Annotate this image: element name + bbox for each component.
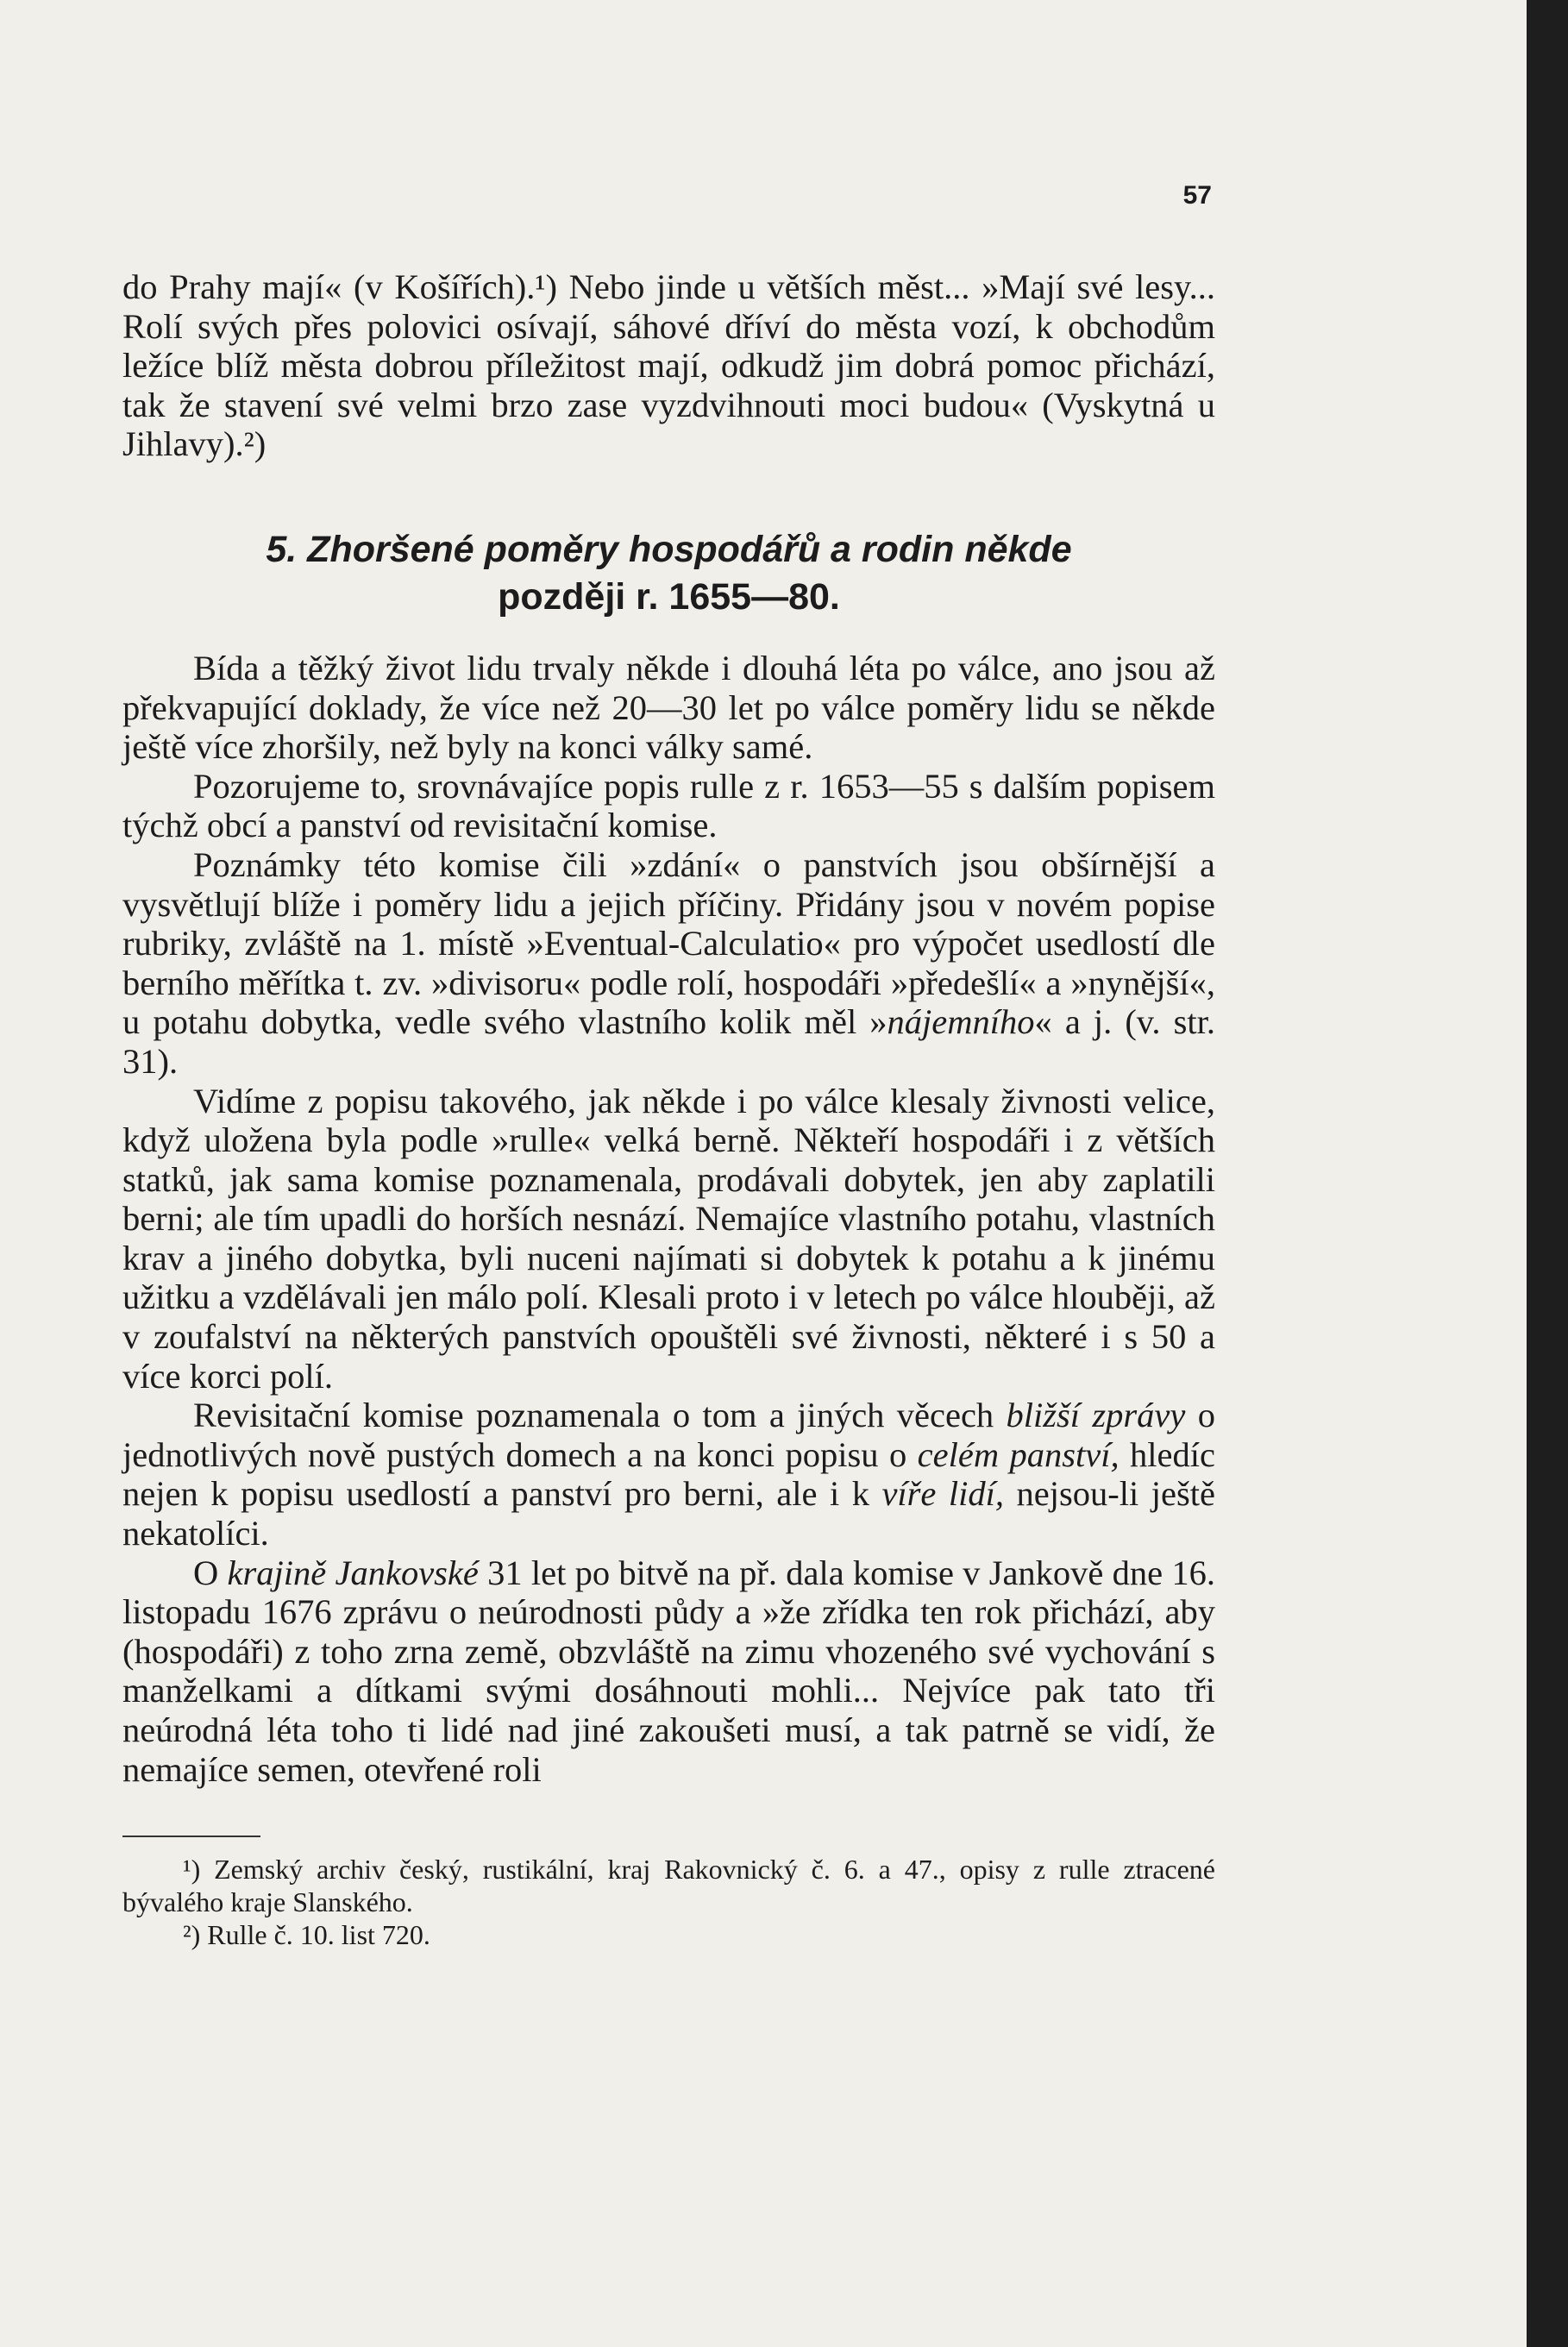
paragraph-4: Vidíme z popisu takového, jak někde i po válce klesaly živnosti velice, když uložena byla podle »rulle« velká berně. Někteří hospodáři i z větších statků, jak sama komise poznamenala, prodávali dobytek, jen aby zaplatili berni; ale tím upadli do horších nesnází. Nemajíce vlastního potahu, vlastních krav a jiného dobytka, byli nuceni najímati si dobytek k potahu a k jinému užitku a vzdělávali jen málo polí. Klesali proto i v letech po válce hlouběji, až v zoufalství na některých panstvích opouštěli své živnosti, některé i s 50 a více korci polí. [122,1081,1215,1396]
opening-paragraph: do Prahy mají« (v Košířích).¹) Nebo jinde u větších měst... »Mají své lesy... Rolí svých přes polovici osívají, sáhové dříví do města vozí, k obchodům ležíce blíž města dobrou příležitost mají, odkudž jim dobrá pomoc přichází, tak že stavení své velmi brzo zase vyzdvihnouti moci budou« (Vyskytná u Jihlavy).²) [122,267,1215,464]
paragraph-2: Pozorujeme to, srovnávajíce popis rulle z r. 1653—55 s dalším popisem týchž obcí a panství od revisitační komise. [122,766,1215,845]
main-text [122,267,1215,1789]
paragraph-3-italic: nájemního [887,1002,1035,1042]
footnote-1: ¹) Zemský archiv český, rustikální, kraj Rakovnický č. 6. a 47., opisy z rulle ztracené bývalého kraje Slanského. [122,1854,1215,1917]
paragraph-5 [122,1396,1215,1553]
paragraph-5-italic: bližší zprávy [1006,1396,1186,1435]
paragraph-6-text: O [193,1553,228,1592]
paragraph-5-text: nejsou-li ještě nekatolíci. [122,1474,1215,1553]
paragraph-6 [122,1553,1215,1790]
section-heading-line1: 5. Zhoršené poměry hospodářů a rodin někde [266,528,1072,570]
paragraph-5-italic: celém panství, [917,1434,1120,1474]
paragraph-5-italic: víře lidí, [881,1474,1005,1514]
paragraph-6-text: 31 let po bitvě na př. dala komise v Jankově dne 16. listopadu 1676 zprávu o neúrodnosti půdy a »že zřídka ten rok přichází, aby (hospodáři) z toho zrna země, obzvláště na zimu vhozeného své vychování s manželkami a dítkami svými dosáhnouti mohli... Nejvíce pak tato tři neúrodná léta toho ti lidé nad jiné zakoušeti musí, a tak patrně se vidí, že nemajíce semen, otevřené roli [122,1553,1216,1789]
paragraph-1: Bída a těžký život lidu trvaly někde i dlouhá léta po válce, ano jsou až překvapující doklady, že více než 20—30 let po válce poměry lidu se někde ještě více zhoršily, než byly na konci války samé. [122,648,1215,767]
paragraph-5-text: hledíc nejen k popisu usedlostí a panství pro berni, ale i k [122,1434,1215,1514]
footnote-rule [122,1836,260,1837]
paragraph-5-text: Revisitační komise poznamenala o tom a jiných věcech [193,1396,1007,1435]
paragraph-3-text-end: « a j. (v. str. 31). [122,1002,1216,1081]
paragraph-6-italic: krajině Jankovské [227,1553,479,1592]
paragraph-3 [122,845,1215,1082]
section-heading [122,526,1215,621]
scan-edge [1527,0,1568,2347]
paragraph-5-text: o jednotlivých nově pustých domech a na konci popisu o [122,1396,1215,1474]
paragraph-3-text: Poznámky této komise čili »zdání« o panstvích jsou obšírnější a vysvětlují blíže i poměry lidu a jejich příčiny. Přidány jsou v novém popise rubriky, zvláště na 1. místě »Eventual-Calculatio« pro výpočet usedlostí dle berního měřítka t. zv. »divisoru« podle rolí, hospodáři »předešlí« a »nynější«, u potahu dobytka, vedle svého vlastního kolik měl » [122,844,1215,1042]
footnotes [122,1853,1215,1951]
page-number: 57 [1182,181,1212,210]
footnote-2: ²) Rulle č. 10. list 720. [183,1919,430,1950]
section-heading-line2: později r. 1655—80. [498,575,840,618]
